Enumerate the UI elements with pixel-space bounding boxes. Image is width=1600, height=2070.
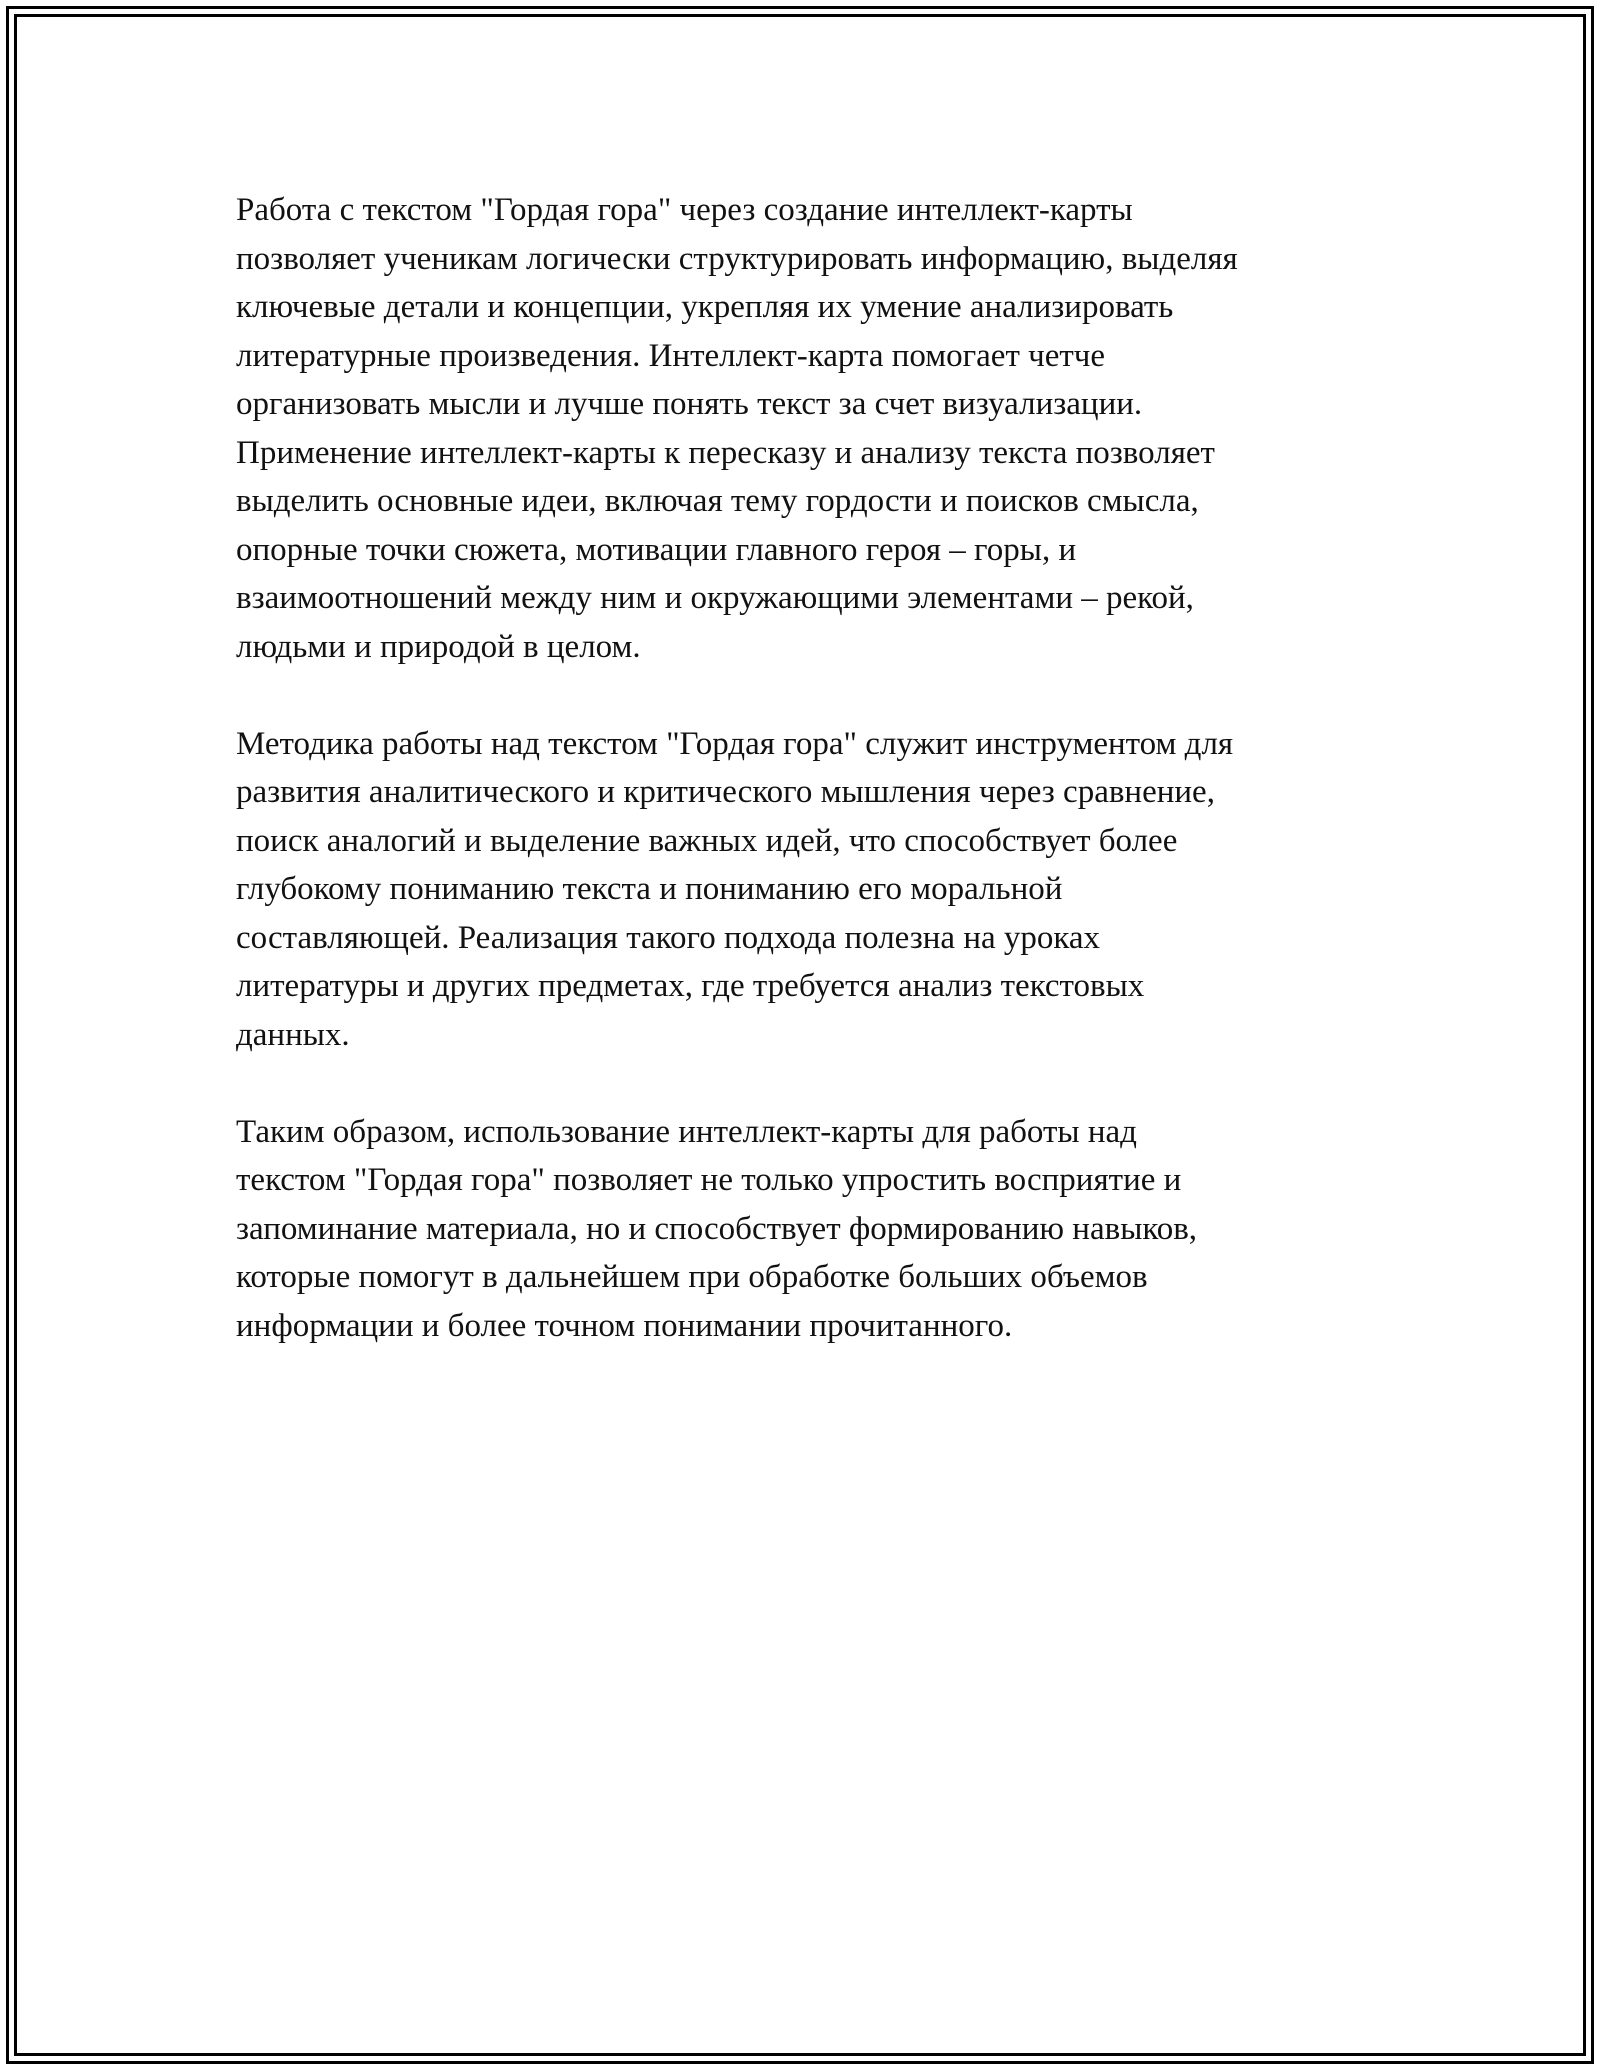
paragraph-3: [236, 1108, 1366, 1351]
paragraph-1-line-10: людьми и природой в целом.: [236, 628, 641, 665]
paragraph-1-line-5: организовать мысли и лучше понять текст за счет визуализации.: [236, 386, 1143, 422]
paragraph-3-line-5: информации и более точном понимании прочитанного.: [236, 1307, 1013, 1344]
paragraph-1-line-3: ключевые детали и концепции, укрепляя их умение анализировать: [236, 289, 1174, 325]
paragraph-1-line-8: опорные точки сюжета, мотивации главного героя – горы, и: [236, 531, 1077, 568]
paragraph-1-line-1: Работа с текстом "Гордая гора" через создание интеллект-карты: [236, 192, 1133, 228]
paragraph-2-line-2: развития аналитического и критического мышления через сравнение,: [236, 774, 1215, 810]
paragraph-2-line-7: данных.: [236, 1016, 350, 1053]
paragraph-2-line-4: глубокому пониманию текста и пониманию его моральной: [236, 871, 1063, 907]
paragraph-1-line-6: Применение интеллект-карты к пересказу и анализу текста позволяет: [236, 434, 1215, 471]
paragraph-1-line-9: взаимоотношений между ним и окружающими элементами – рекой,: [236, 580, 1194, 616]
paragraph-2-line-1: Методика работы над текстом "Гордая гора" служит инструментом для: [236, 725, 1234, 762]
paragraph-3-line-2: текстом "Гордая гора" позволяет не только упростить восприятие и: [236, 1162, 1182, 1198]
paragraph-3-line-3: запоминание материала, но и способствует формированию навыков,: [236, 1210, 1198, 1247]
paragraph-3-line-4: которые помогут в дальнейшем при обработке больших объемов: [236, 1259, 1148, 1295]
paragraph-2-line-6: литературы и других предметах, где требуется анализ текстовых: [236, 968, 1145, 1004]
document-body: [236, 186, 1366, 1350]
paragraph-2-line-3: поиск аналогий и выделение важных идей, что способствует более: [236, 822, 1178, 859]
paragraph-2-line-5: составляющей. Реализация такого подхода полезна на уроках: [236, 919, 1101, 956]
paragraph-1-line-7: выделить основные идеи, включая тему гордости и поисков смысла,: [236, 483, 1199, 519]
paragraph-1-line-2: позволяет ученикам логически структурировать информацию, выделяя: [236, 240, 1238, 277]
paragraph-1: [236, 186, 1366, 671]
paragraph-3-line-1: Таким образом, использование интеллект-карты для работы над: [236, 1113, 1137, 1150]
paragraph-1-line-4: литературные произведения. Интеллект-карта помогает четче: [236, 337, 1106, 374]
paragraph-2: [236, 720, 1366, 1060]
